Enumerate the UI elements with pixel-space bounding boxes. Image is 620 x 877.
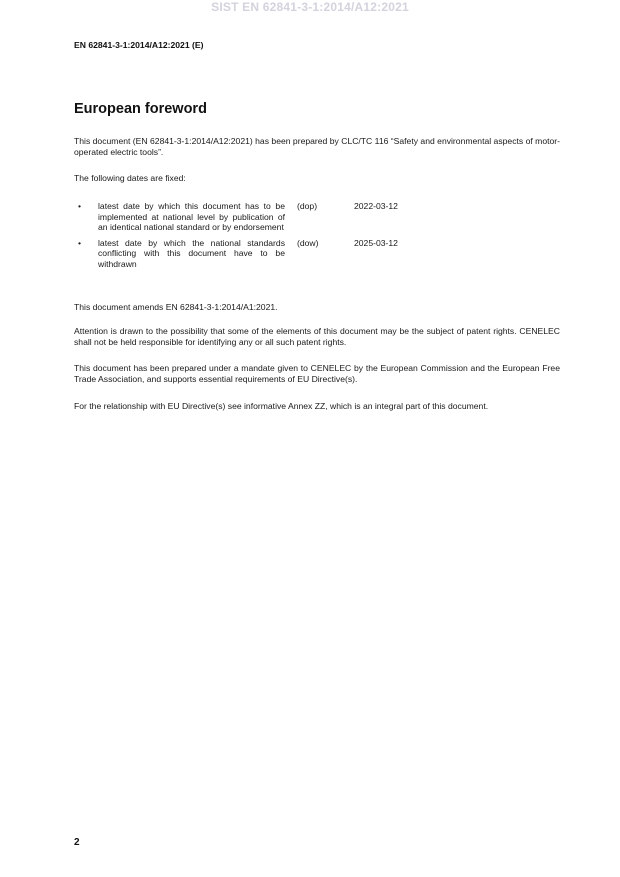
relationship-paragraph: For the relationship with EU Directive(s) see informative Annex ZZ, which is an integral part of this document.	[74, 401, 489, 411]
bullet: •	[78, 201, 82, 211]
date-description: latest date by which this document has to be implemented at national level by publication of an identical national standard or by endorsement	[98, 201, 285, 233]
date-abbreviation: (dow)	[297, 237, 319, 248]
patent-paragraph: Attention is drawn to the possibility that some of the elements of this document may be the subject of patent rights. CENELEC shall not be held responsible for identifying any or all such patent rights.	[74, 326, 560, 347]
date-description: latest date by which the national standards conflicting with this document have to be withdrawn	[98, 237, 285, 269]
dates-list	[74, 201, 560, 270]
intro-paragraph: This document (EN 62841-3-1:2014/A12:2021) has been prepared by CLC/TC 116 “Safety and environmental aspects of motor-operated electric tools”.	[74, 136, 560, 157]
page-title: European foreword	[74, 101, 207, 117]
watermark: SIST EN 62841-3-1:2014/A12:2021	[211, 0, 409, 14]
page-number: 2	[74, 837, 80, 848]
list-item	[74, 201, 560, 233]
mandate-paragraph: This document has been prepared under a mandate given to CENELEC by the European Commission and the European Free Trade Association, and supports essential requirements of EU Directive(s).	[74, 363, 560, 384]
document-id-header: EN 62841-3-1:2014/A12:2021 (E)	[74, 40, 204, 50]
date-value: 2022-03-12	[354, 201, 398, 211]
bullet: •	[78, 237, 82, 248]
list-item	[74, 238, 560, 270]
date-value: 2025-03-12	[354, 237, 398, 248]
dates-intro-paragraph: The following dates are fixed:	[74, 173, 186, 183]
date-abbreviation: (dop)	[297, 201, 318, 211]
amends-paragraph: This document amends EN 62841-3-1:2014/A1:2021.	[74, 302, 278, 312]
